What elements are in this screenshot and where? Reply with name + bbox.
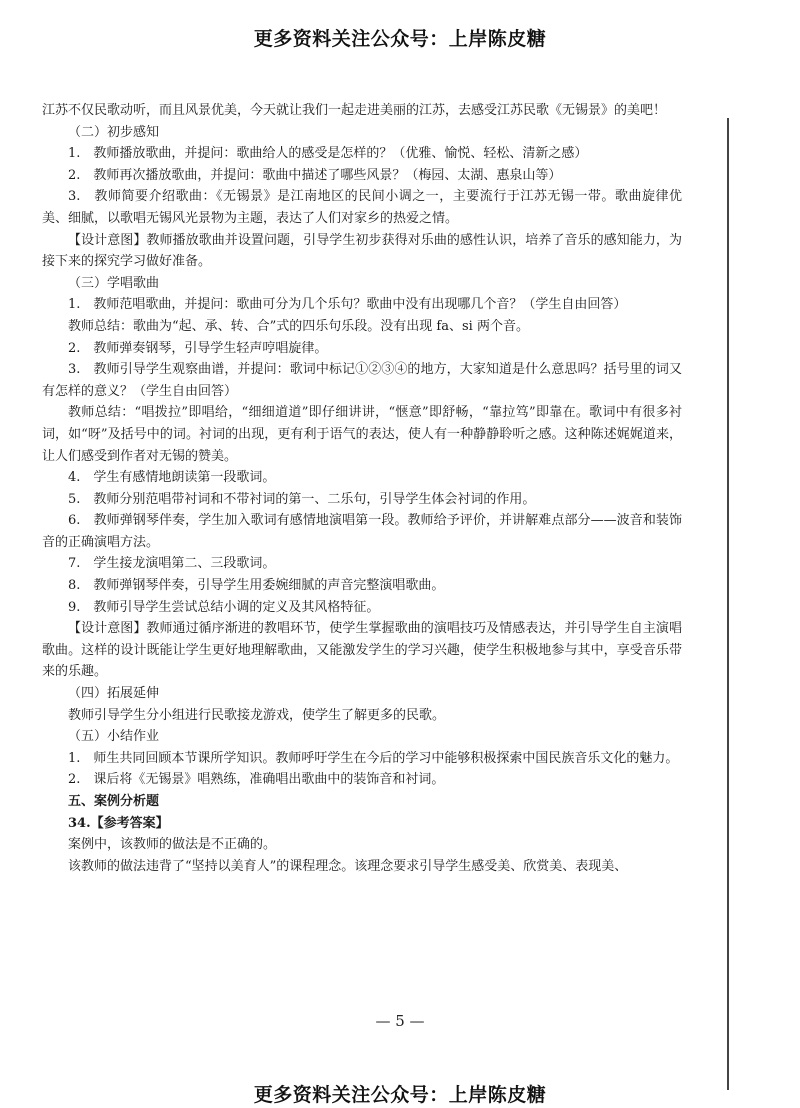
header-banner: 更多资料关注公众号：上岸陈皮糖 (253, 28, 547, 50)
perception-step-2: 2. 教师再次播放歌曲，并提问：歌曲中描述了哪些风景？（梅园、太湖、惠泉山等） (68, 167, 562, 183)
section-heading-summary: （五）小结作业 (68, 729, 160, 745)
teacher-summary-2: 教师总结：“唱拨拉”即唱给，“细细道道”即仔细讲讲，“惬意”即舒畅，“靠拉笃”即靠在。歌词中有很多衬词，如“呀”及括号中的词。衬词的出现，更有利于语气的表达，使人有一种静静聆听之感。这种陈述娓娓道来，让人们感受到作者对无锡的赞美。 (42, 405, 682, 464)
learn-step-5: 5. 教师分别范唱带衬词和不带衬词的第一、二乐句，引导学生体会衬词的作用。 (68, 491, 536, 507)
teacher-summary-1: 教师总结：歌曲为“起、承、转、合”式的四乐句乐段。没有出现 fa、si 两个音。 (68, 318, 529, 334)
learn-step-4: 4. 学生有感情地朗读第一段歌词。 (68, 470, 276, 486)
learn-step-3: 3. 教师引导学生观察曲谱，并提问：歌词中标记①②③④的地方，大家知道是什么意思吗？括号里的词又有怎样的意义？（学生自由回答） (42, 362, 682, 399)
footer-banner: 更多资料关注公众号：上岸陈皮糖 (253, 1084, 547, 1106)
design-intent-2: 【设计意图】教师通过循序渐进的教唱环节，使学生掌握歌曲的演唱技巧及情感表达，并引导学生自主演唱歌曲。这样的设计既能让学生更好地理解歌曲，又能激发学生的学习兴趣，使学生积极地参与其中，享受音乐带来的乐趣。 (42, 621, 682, 680)
page-edge-rule (727, 118, 729, 1090)
section-heading-learn-singing: （三）学唱歌曲 (68, 275, 160, 291)
perception-step-3: 3. 教师简要介绍歌曲：《无锡景》是江南地区的民间小调之一，主要流行于江苏无锡一带。歌曲旋律优美、细腻，以歌唱无锡风光景物为主题，表达了人们对家乡的热爱之情。 (42, 189, 682, 226)
page-number: — 5 — (375, 1012, 425, 1030)
intro-paragraph: 江苏不仅民歌动听，而且风景优美，今天就让我们一起走进美丽的江苏，去感受江苏民歌《无锡景》的美吧！ (42, 103, 667, 118)
summary-step-1: 1. 师生共同回顾本节课所学知识。教师呼吁学生在今后的学习中能够积极探索中国民族音乐文化的魅力。 (68, 750, 679, 766)
extension-paragraph: 教师引导学生分小组进行民歌接龙游戏，使学生了解更多的民歌。 (68, 707, 446, 723)
learn-step-8: 8. 教师弹钢琴伴奏，引导学生用委婉细腻的声音完整演唱歌曲。 (68, 578, 445, 594)
document-body (42, 100, 682, 877)
answer-line-1: 案例中，该教师的做法是不正确的。 (68, 837, 277, 853)
perception-step-1: 1. 教师播放歌曲，并提问：歌曲给人的感受是怎样的？（优雅、愉悦、轻松、清新之感） (68, 146, 588, 162)
learn-step-9: 9. 教师引导学生尝试总结小调的定义及其风格特征。 (68, 599, 380, 615)
learn-step-6: 6. 教师弹钢琴伴奏，学生加入歌词有感情地演唱第一段。教师给予评价，并讲解难点部分——波音和装饰音的正确演唱方法。 (42, 513, 682, 550)
learn-step-7: 7. 学生接龙演唱第二、三段歌词。 (68, 556, 276, 572)
summary-step-2: 2. 课后将《无锡景》唱熟练，准确唱出歌曲中的装饰音和衬词。 (68, 772, 445, 788)
design-intent-1: 【设计意图】教师播放歌曲并设置问题，引导学生初步获得对乐曲的感性认识，培养了音乐的感知能力，为接下来的探究学习做好准备。 (42, 232, 682, 270)
section-heading-case-analysis: 五、案例分析题 (68, 794, 160, 809)
reference-answer-heading: 34.【参考答案】 (68, 815, 169, 831)
answer-line-2: 该教师的做法违背了“坚持以美育人”的课程理念。该理念要求引导学生感受美、欣赏美、表现美、 (68, 858, 628, 874)
section-heading-extension: （四）拓展延伸 (68, 686, 160, 702)
learn-step-2: 2. 教师弹奏钢琴，引导学生轻声哼唱旋律。 (68, 340, 328, 356)
section-heading-perception: （二）初步感知 (68, 124, 160, 140)
learn-step-1: 1. 教师范唱歌曲，并提问：歌曲可分为几个乐句？歌曲中没有出现哪几个音？（学生自由回答） (68, 297, 627, 313)
